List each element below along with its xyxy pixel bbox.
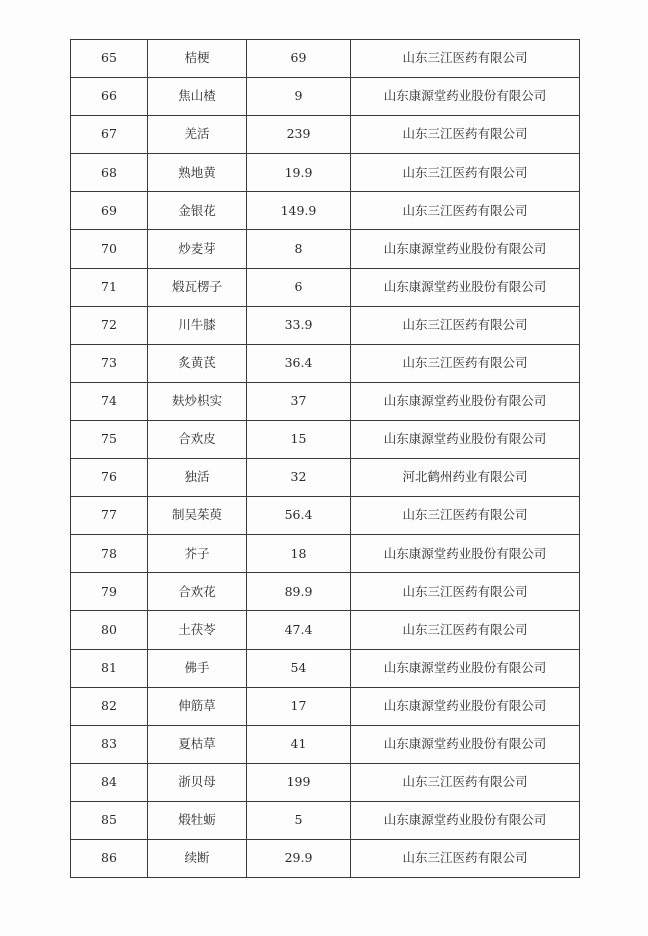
table-row bbox=[71, 763, 580, 801]
supplier: 山东三江医药有限公司 bbox=[351, 611, 580, 649]
herb-name: 芥子 bbox=[148, 535, 247, 573]
supplier: 山东三江医药有限公司 bbox=[351, 763, 580, 801]
price: 33.9 bbox=[247, 306, 351, 344]
price: 19.9 bbox=[247, 154, 351, 192]
herb-name: 焦山楂 bbox=[148, 78, 247, 116]
herb-name: 川牛膝 bbox=[148, 306, 247, 344]
supplier: 山东三江医药有限公司 bbox=[351, 116, 580, 154]
table-body bbox=[71, 40, 580, 878]
table-row bbox=[71, 192, 580, 230]
herb-name: 伸筋草 bbox=[148, 687, 247, 725]
price: 37 bbox=[247, 382, 351, 420]
herb-name: 佛手 bbox=[148, 649, 247, 687]
herb-name: 浙贝母 bbox=[148, 763, 247, 801]
table-row bbox=[71, 839, 580, 877]
price: 8 bbox=[247, 230, 351, 268]
supplier: 山东康源堂药业股份有限公司 bbox=[351, 420, 580, 458]
price: 239 bbox=[247, 116, 351, 154]
price: 5 bbox=[247, 801, 351, 839]
herb-name: 续断 bbox=[148, 839, 247, 877]
table-row bbox=[71, 649, 580, 687]
row-number: 75 bbox=[71, 420, 148, 458]
herb-name: 熟地黄 bbox=[148, 154, 247, 192]
price: 47.4 bbox=[247, 611, 351, 649]
herb-name: 夏枯草 bbox=[148, 725, 247, 763]
table-row bbox=[71, 382, 580, 420]
supplier: 山东三江医药有限公司 bbox=[351, 344, 580, 382]
row-number: 71 bbox=[71, 268, 148, 306]
supplier: 山东三江医药有限公司 bbox=[351, 192, 580, 230]
supplier: 山东康源堂药业股份有限公司 bbox=[351, 725, 580, 763]
row-number: 69 bbox=[71, 192, 148, 230]
table-row bbox=[71, 573, 580, 611]
table-row bbox=[71, 687, 580, 725]
row-number: 81 bbox=[71, 649, 148, 687]
price: 41 bbox=[247, 725, 351, 763]
row-number: 76 bbox=[71, 459, 148, 497]
table-row bbox=[71, 497, 580, 535]
herb-name: 桔梗 bbox=[148, 40, 247, 78]
row-number: 83 bbox=[71, 725, 148, 763]
herb-name: 麸炒枳实 bbox=[148, 382, 247, 420]
herb-name: 炙黄芪 bbox=[148, 344, 247, 382]
row-number: 70 bbox=[71, 230, 148, 268]
row-number: 67 bbox=[71, 116, 148, 154]
table-row bbox=[71, 725, 580, 763]
supplier: 山东三江医药有限公司 bbox=[351, 839, 580, 877]
supplier: 山东三江医药有限公司 bbox=[351, 497, 580, 535]
price: 149.9 bbox=[247, 192, 351, 230]
row-number: 79 bbox=[71, 573, 148, 611]
row-number: 65 bbox=[71, 40, 148, 78]
table-row bbox=[71, 420, 580, 458]
supplier: 山东三江医药有限公司 bbox=[351, 306, 580, 344]
supplier: 山东康源堂药业股份有限公司 bbox=[351, 687, 580, 725]
supplier: 山东康源堂药业股份有限公司 bbox=[351, 268, 580, 306]
herb-name: 合欢皮 bbox=[148, 420, 247, 458]
supplier: 山东康源堂药业股份有限公司 bbox=[351, 382, 580, 420]
table-row bbox=[71, 459, 580, 497]
table-row bbox=[71, 611, 580, 649]
herb-price-table bbox=[70, 39, 580, 878]
row-number: 68 bbox=[71, 154, 148, 192]
table-row bbox=[71, 535, 580, 573]
price: 17 bbox=[247, 687, 351, 725]
supplier: 山东康源堂药业股份有限公司 bbox=[351, 801, 580, 839]
price: 9 bbox=[247, 78, 351, 116]
row-number: 82 bbox=[71, 687, 148, 725]
row-number: 72 bbox=[71, 306, 148, 344]
herb-name: 金银花 bbox=[148, 192, 247, 230]
row-number: 84 bbox=[71, 763, 148, 801]
supplier: 山东三江医药有限公司 bbox=[351, 154, 580, 192]
supplier: 山东康源堂药业股份有限公司 bbox=[351, 535, 580, 573]
price: 54 bbox=[247, 649, 351, 687]
price: 15 bbox=[247, 420, 351, 458]
row-number: 85 bbox=[71, 801, 148, 839]
price: 18 bbox=[247, 535, 351, 573]
table-row bbox=[71, 40, 580, 78]
herb-name: 土茯苓 bbox=[148, 611, 247, 649]
price: 36.4 bbox=[247, 344, 351, 382]
row-number: 66 bbox=[71, 78, 148, 116]
supplier: 山东三江医药有限公司 bbox=[351, 40, 580, 78]
row-number: 86 bbox=[71, 839, 148, 877]
supplier: 山东康源堂药业股份有限公司 bbox=[351, 649, 580, 687]
table-row bbox=[71, 306, 580, 344]
herb-name: 炒麦芽 bbox=[148, 230, 247, 268]
price: 69 bbox=[247, 40, 351, 78]
table-row bbox=[71, 116, 580, 154]
row-number: 77 bbox=[71, 497, 148, 535]
herb-name: 煅牡蛎 bbox=[148, 801, 247, 839]
table-row bbox=[71, 801, 580, 839]
row-number: 78 bbox=[71, 535, 148, 573]
price: 29.9 bbox=[247, 839, 351, 877]
price: 6 bbox=[247, 268, 351, 306]
price: 199 bbox=[247, 763, 351, 801]
table-row bbox=[71, 230, 580, 268]
table-row bbox=[71, 268, 580, 306]
price: 32 bbox=[247, 459, 351, 497]
herb-name: 独活 bbox=[148, 459, 247, 497]
herb-name: 制吴茱萸 bbox=[148, 497, 247, 535]
row-number: 74 bbox=[71, 382, 148, 420]
table-row bbox=[71, 344, 580, 382]
supplier: 山东康源堂药业股份有限公司 bbox=[351, 230, 580, 268]
herb-name: 煅瓦楞子 bbox=[148, 268, 247, 306]
table-row bbox=[71, 154, 580, 192]
price: 89.9 bbox=[247, 573, 351, 611]
row-number: 80 bbox=[71, 611, 148, 649]
table-row bbox=[71, 78, 580, 116]
herb-name: 羌活 bbox=[148, 116, 247, 154]
price: 56.4 bbox=[247, 497, 351, 535]
supplier: 山东康源堂药业股份有限公司 bbox=[351, 78, 580, 116]
supplier: 山东三江医药有限公司 bbox=[351, 573, 580, 611]
row-number: 73 bbox=[71, 344, 148, 382]
supplier: 河北鹤州药业有限公司 bbox=[351, 459, 580, 497]
herb-name: 合欢花 bbox=[148, 573, 247, 611]
